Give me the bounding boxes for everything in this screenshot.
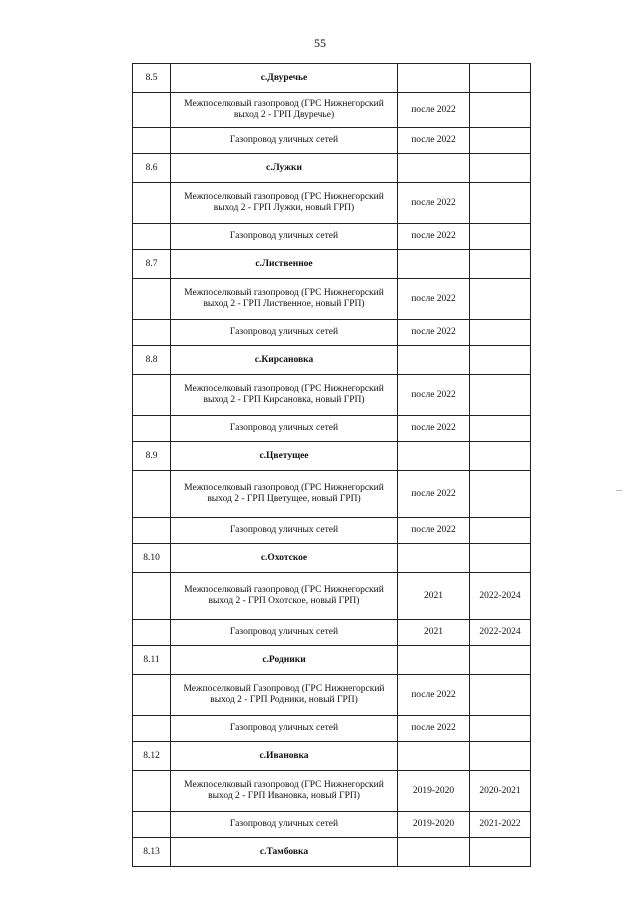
period-end	[470, 93, 531, 128]
table-row	[133, 518, 531, 544]
period-start: 2021	[398, 620, 470, 646]
empty-cell	[398, 64, 470, 93]
empty-cell	[470, 154, 531, 183]
section-header-row	[133, 544, 531, 573]
empty-cell	[470, 742, 531, 771]
village-name: с.Лиственное	[171, 250, 398, 279]
period-start: после 2022	[398, 471, 470, 518]
table-row	[133, 675, 531, 716]
object-name: Газопровод уличных сетей	[171, 812, 398, 838]
empty-cell	[398, 250, 470, 279]
period-start: 2021	[398, 573, 470, 620]
empty-cell	[398, 346, 470, 375]
section-header-row	[133, 346, 531, 375]
object-name: Межпоселковый газопровод (ГРС Нижнегорский выход 2 - ГРП Кирсановка, новый ГРП)	[171, 375, 398, 416]
empty-cell	[133, 224, 171, 250]
village-name: с.Цветущее	[171, 442, 398, 471]
period-start: 2019-2020	[398, 812, 470, 838]
village-name: с.Родники	[171, 646, 398, 675]
period-start: после 2022	[398, 128, 470, 154]
period-end	[470, 128, 531, 154]
page-number: 55	[314, 36, 326, 50]
section-number: 8.12	[133, 742, 171, 771]
table-row	[133, 771, 531, 812]
table-row	[133, 375, 531, 416]
period-end	[470, 320, 531, 346]
section-number: 8.10	[133, 544, 171, 573]
section-header-row	[133, 442, 531, 471]
empty-cell	[133, 375, 171, 416]
section-header-row	[133, 742, 531, 771]
period-end: 2022-2024	[470, 573, 531, 620]
table-row	[133, 573, 531, 620]
village-name: с.Лужки	[171, 154, 398, 183]
section-number: 8.6	[133, 154, 171, 183]
object-name: Газопровод уличных сетей	[171, 518, 398, 544]
object-name: Межпоселковый Газопровод (ГРС Нижнегорский выход 2 - ГРП Родники, новый ГРП)	[171, 675, 398, 716]
period-end: 2021-2022	[470, 812, 531, 838]
object-name: Газопровод уличных сетей	[171, 320, 398, 346]
gas-pipeline-schedule-table	[132, 63, 531, 867]
empty-cell	[133, 320, 171, 346]
object-name: Газопровод уличных сетей	[171, 620, 398, 646]
object-name: Межпоселковый газопровод (ГРС Нижнегорский выход 2 - ГРП Лиственное, новый ГРП)	[171, 279, 398, 320]
object-name: Газопровод уличных сетей	[171, 128, 398, 154]
empty-cell	[133, 620, 171, 646]
object-name: Газопровод уличных сетей	[171, 716, 398, 742]
section-number: 8.13	[133, 838, 171, 867]
table-row	[133, 279, 531, 320]
section-number: 8.9	[133, 442, 171, 471]
period-end	[470, 224, 531, 250]
period-end	[470, 279, 531, 320]
empty-cell	[470, 646, 531, 675]
object-name: Межпоселковый газопровод (ГРС Нижнегорский выход 2 - ГРП Двуречье)	[171, 93, 398, 128]
village-name: с.Кирсановка	[171, 346, 398, 375]
empty-cell	[470, 544, 531, 573]
period-start: после 2022	[398, 375, 470, 416]
empty-cell	[398, 154, 470, 183]
village-name: с.Охотское	[171, 544, 398, 573]
period-start: после 2022	[398, 518, 470, 544]
empty-cell	[398, 544, 470, 573]
period-end: 2020-2021	[470, 771, 531, 812]
period-start: после 2022	[398, 716, 470, 742]
period-start: после 2022	[398, 93, 470, 128]
period-start: 2019-2020	[398, 771, 470, 812]
empty-cell	[133, 812, 171, 838]
empty-cell	[133, 716, 171, 742]
empty-cell	[398, 646, 470, 675]
period-end	[470, 716, 531, 742]
section-header-row	[133, 64, 531, 93]
empty-cell	[470, 250, 531, 279]
village-name: с.Тамбовка	[171, 838, 398, 867]
period-end	[470, 675, 531, 716]
empty-cell	[398, 838, 470, 867]
period-start: после 2022	[398, 320, 470, 346]
empty-cell	[133, 518, 171, 544]
empty-cell	[133, 183, 171, 224]
section-header-row	[133, 154, 531, 183]
margin-mark	[616, 490, 622, 491]
table-row	[133, 320, 531, 346]
empty-cell	[398, 442, 470, 471]
empty-cell	[398, 742, 470, 771]
period-end	[470, 518, 531, 544]
period-end: 2022-2024	[470, 620, 531, 646]
empty-cell	[133, 279, 171, 320]
object-name: Газопровод уличных сетей	[171, 224, 398, 250]
object-name: Газопровод уличных сетей	[171, 416, 398, 442]
empty-cell	[133, 93, 171, 128]
section-number: 8.7	[133, 250, 171, 279]
object-name: Межпоселковый газопровод (ГРС Нижнегорский выход 2 - ГРП Охотское, новый ГРП)	[171, 573, 398, 620]
empty-cell	[133, 471, 171, 518]
section-number: 8.8	[133, 346, 171, 375]
village-name: с.Ивановка	[171, 742, 398, 771]
object-name: Межпоселковый газопровод (ГРС Нижнегорский выход 2 - ГРП Ивановка, новый ГРП)	[171, 771, 398, 812]
period-start: после 2022	[398, 224, 470, 250]
empty-cell	[470, 346, 531, 375]
section-number: 8.5	[133, 64, 171, 93]
section-header-row	[133, 250, 531, 279]
empty-cell	[470, 838, 531, 867]
object-name: Межпоселковый газопровод (ГРС Нижнегорский выход 2 - ГРП Цветущее, новый ГРП)	[171, 471, 398, 518]
empty-cell	[470, 64, 531, 93]
table-row	[133, 471, 531, 518]
period-end	[470, 375, 531, 416]
table-row	[133, 620, 531, 646]
period-start: после 2022	[398, 183, 470, 224]
section-header-row	[133, 838, 531, 867]
table-row	[133, 416, 531, 442]
table-row	[133, 716, 531, 742]
empty-cell	[133, 771, 171, 812]
table-row	[133, 183, 531, 224]
period-end	[470, 471, 531, 518]
empty-cell	[133, 675, 171, 716]
section-header-row	[133, 646, 531, 675]
village-name: с.Двуречье	[171, 64, 398, 93]
object-name: Межпоселковый газопровод (ГРС Нижнегорский выход 2 - ГРП Лужки, новый ГРП)	[171, 183, 398, 224]
period-end	[470, 183, 531, 224]
empty-cell	[133, 416, 171, 442]
period-start: после 2022	[398, 279, 470, 320]
period-start: после 2022	[398, 675, 470, 716]
period-start: после 2022	[398, 416, 470, 442]
table-row	[133, 224, 531, 250]
period-end	[470, 416, 531, 442]
empty-cell	[470, 442, 531, 471]
table-row	[133, 128, 531, 154]
table-row	[133, 93, 531, 128]
section-number: 8.11	[133, 646, 171, 675]
empty-cell	[133, 128, 171, 154]
empty-cell	[133, 573, 171, 620]
table-row	[133, 812, 531, 838]
